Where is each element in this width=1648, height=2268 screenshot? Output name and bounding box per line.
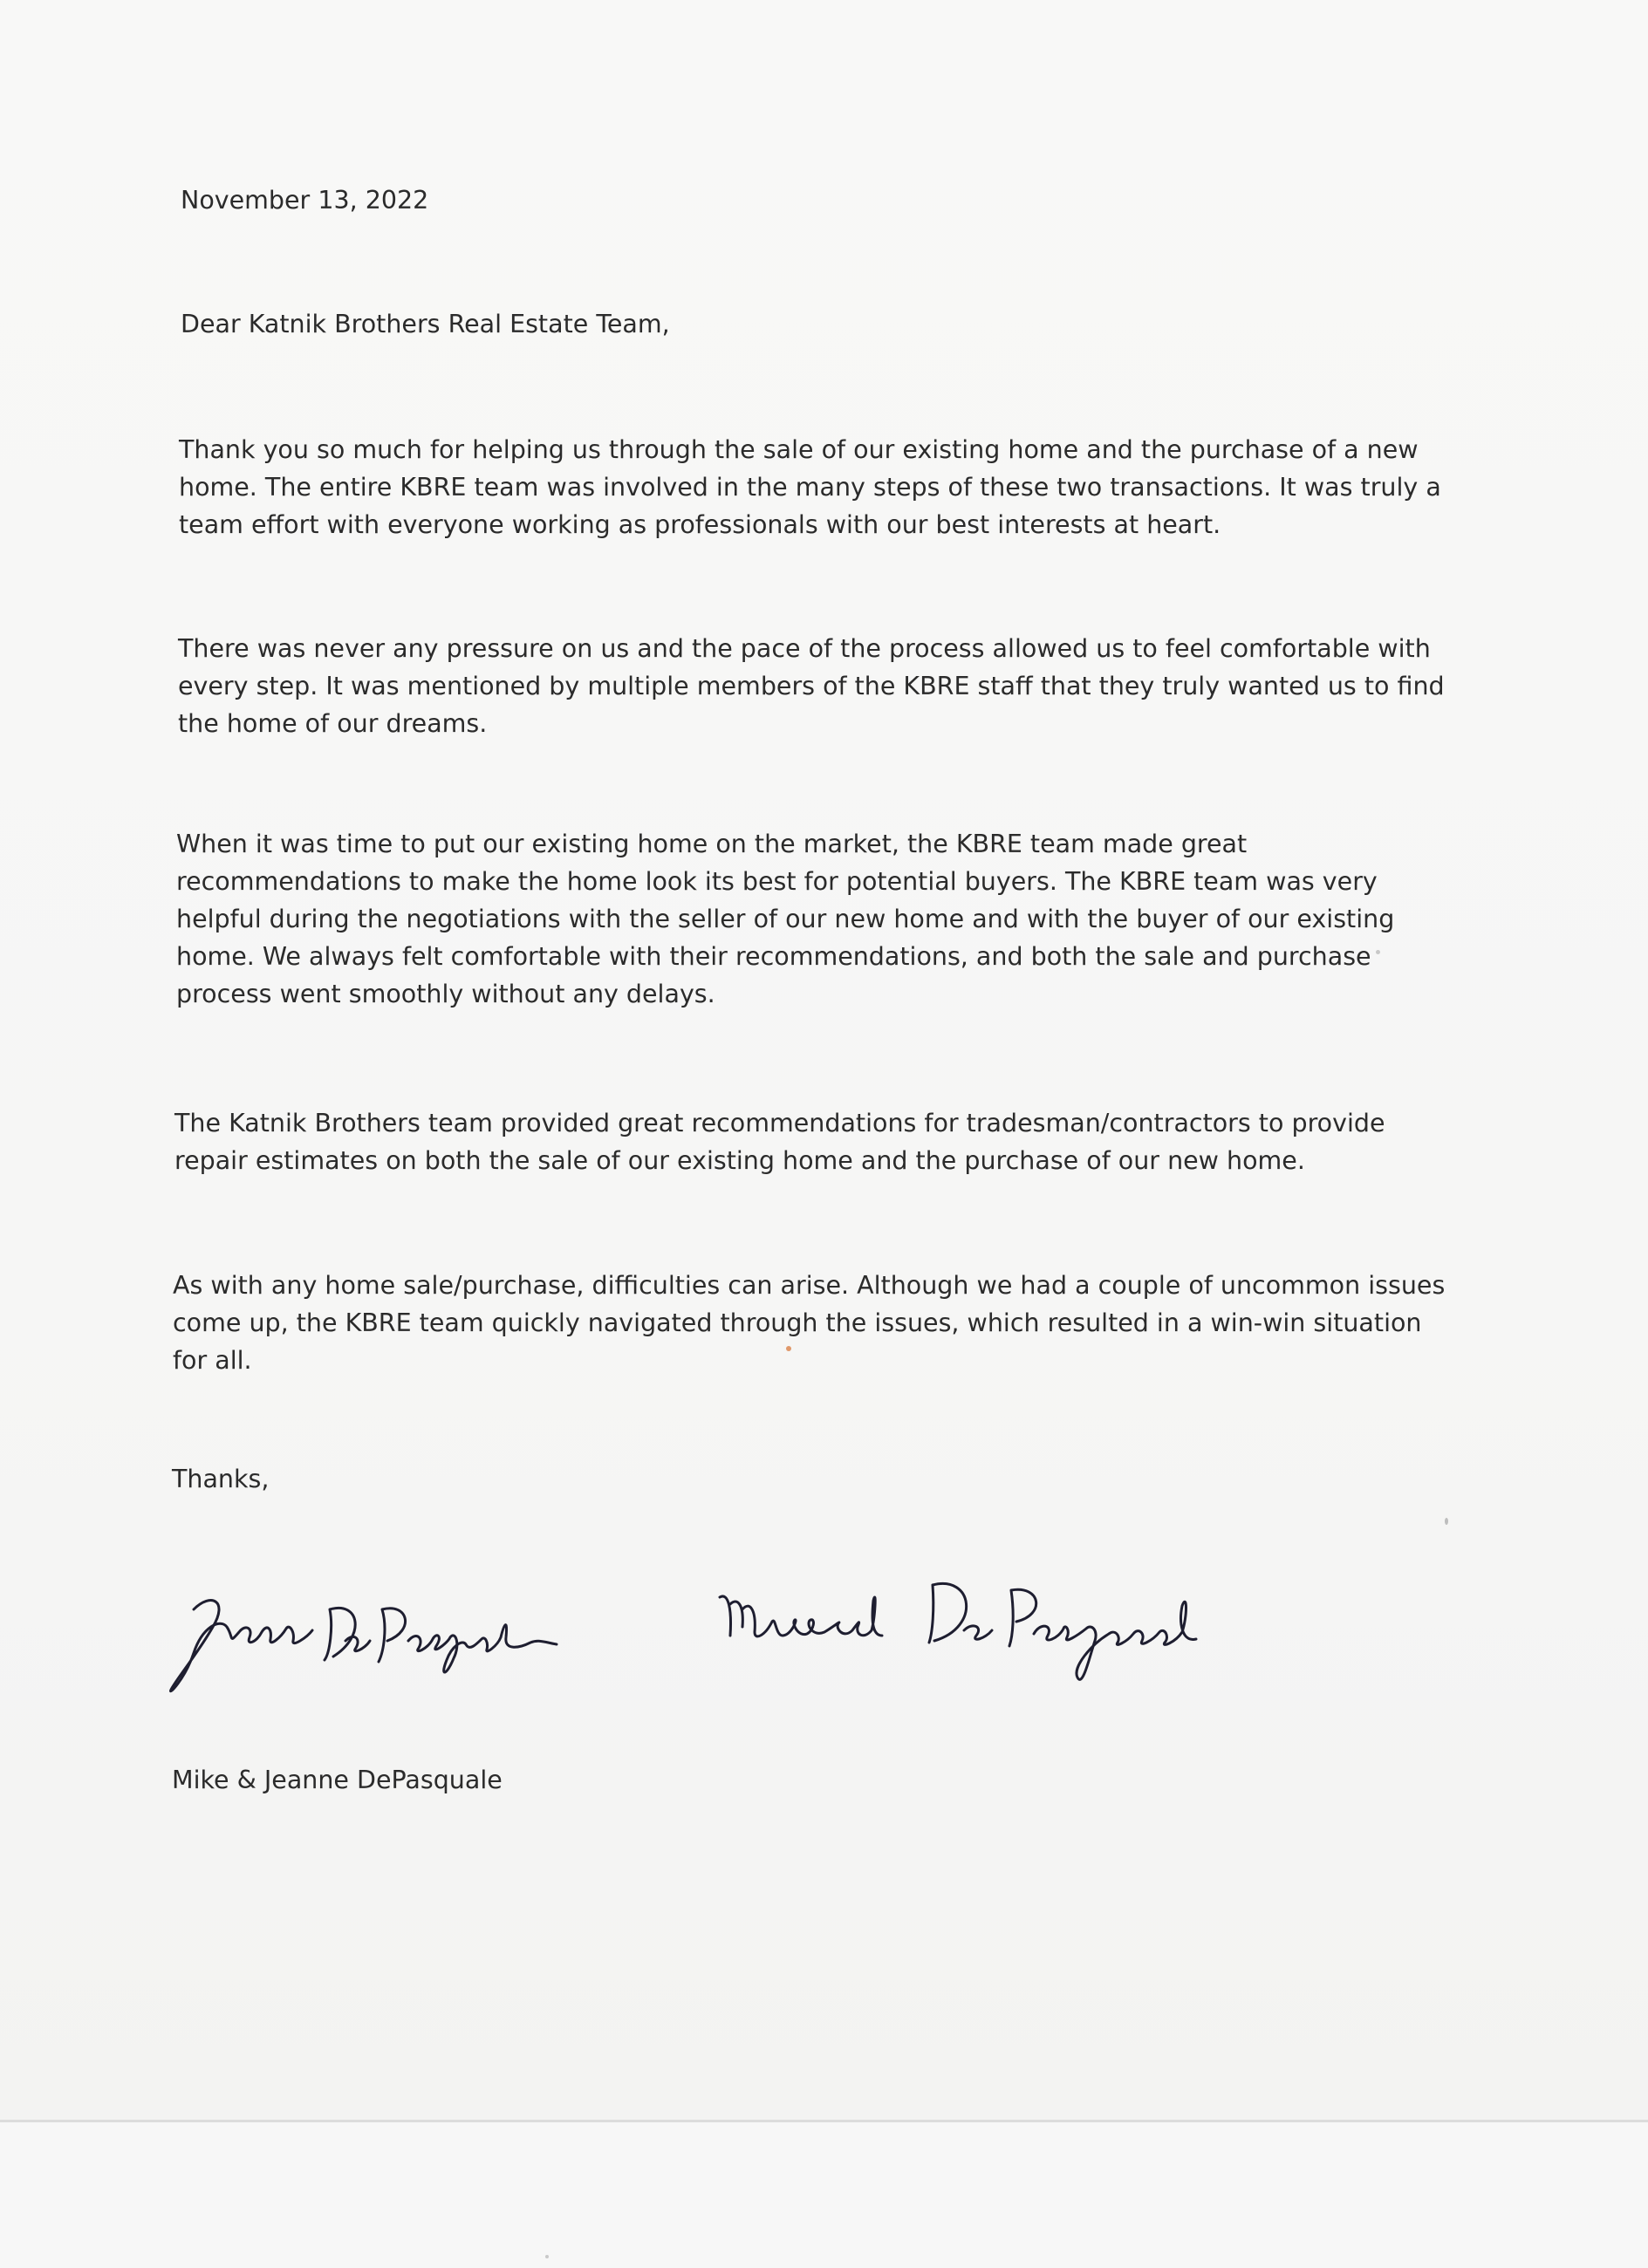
- scan-speck: [545, 2255, 549, 2258]
- paragraph-5: As with any home sale/purchase, difficulties can arise. Although we had a couple of uncommon issues come up, the KBRE team quickly navigated through the issues, which resulted in a win-win situation for all.: [173, 1271, 1446, 1375]
- paragraph-1: Thank you so much for helping us through the sale of our existing home and the purchase of a new home. The entire KBRE team was involved in the many steps of these two transactions. It was truly a team effort with everyone working as professionals with our best interests at heart.: [179, 435, 1441, 539]
- letter-closing: Thanks,: [172, 1465, 270, 1493]
- scanner-background: [0, 2122, 1648, 2268]
- scan-speck: [1445, 1518, 1448, 1525]
- signature-jeanne: [159, 1575, 569, 1707]
- scan-speck: [1376, 950, 1380, 954]
- paragraph-3: When it was time to put our existing home on the market, the KBRE team made great recommendations to make the home look its best for potential buyers. The KBRE team was very helpful during the negotiations with the seller of our new home and with the buyer of our existing home. We always felt comfortable with their recommendations, and both the sale and purchase process went smoothly without any delays.: [176, 830, 1395, 1008]
- signature-jeanne-mark: [159, 1575, 569, 1697]
- paragraph-2: There was never any pressure on us and the pace of the process allowed us to feel comfortable with every step. It was mentioned by multiple members of the KBRE staff that they truly wanted us to find the home of our dreams.: [178, 634, 1445, 738]
- printed-name: Mike & Jeanne DePasquale: [172, 1766, 503, 1794]
- letter-date: November 13, 2022: [181, 186, 429, 215]
- letter-salutation: Dear Katnik Brothers Real Estate Team,: [181, 310, 670, 338]
- paragraph-4: The Katnik Brothers team provided great recommendations for tradesman/contractors to provide repair estimates on both the sale of our existing home and the purchase of our new home.: [174, 1109, 1385, 1175]
- signature-michael-mark: [711, 1566, 1287, 1697]
- signature-michael: [711, 1566, 1287, 1707]
- scan-speck: [786, 1346, 791, 1351]
